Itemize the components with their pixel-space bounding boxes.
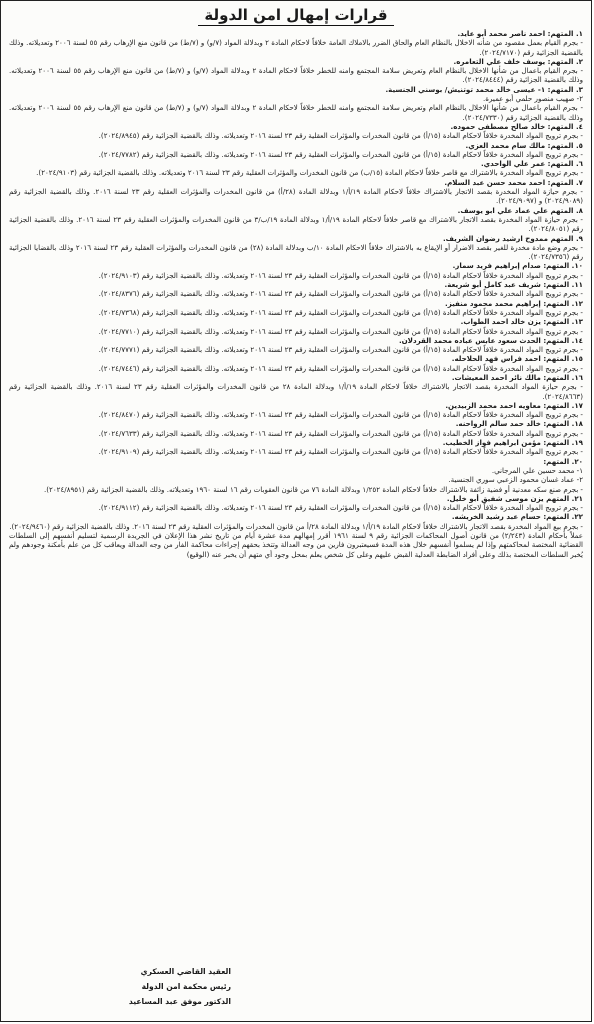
defendant-name: ١٠. المتهم: صدام إبراهيم فريد سمار. [452,261,583,271]
decision-entry [9,122,583,141]
decision-entry [9,401,583,420]
charge-text: - بجرم ترويج المواد المخدرة خلافاً لاحكام المادة (١٥/أ) من قانون المخدرات والمؤثرات العقلية رقم ٢٣ لسنة ٢٠١٦ وتعديلاته. وذلك بالقضية الجزائية رقم (٢٠٢٤/٧٧١٠). [98,326,583,336]
defendant-name: ١٦. المتهم: مالك نائر احمد المعيشات. [451,372,583,382]
defendant-name: ٥. المتهم: مالك سام محمد العزي. [465,140,583,150]
charge-text: - بجرم وضع مادة مخدرة للغير بقصد الاضرار أو الإيقاع به بالاشتراك خلافاً الاحكام المادة ١٠/ب وبدلالة المادة (٢٨) من قانون المخدرات والمؤثرات العقلية رقم ٢٣ لسنة ٢٠١٦ وذلك بالقضايا الجزائية رقم (٢٠٢٤/٧٣٥٦). [9,242,583,262]
charge-text: - بجرم حيازة المواد المخدرة بقصد الاتجار بالاشتراك خلافاً لاحكام المادة ١٩/أ/١ وبدلالة المادة ٢٨ من قانون المخدرات والمؤثرات العقلية رقم ٢٣ لسنة ٢٠١٦. وذلك بالقضية الجزائية رقم (٢٠٢٤/٨٦٦٣). [9,382,583,401]
defendant-name: ١٥. المتهم: احمد فراس فهد الحلاحله. [451,354,583,364]
decision-entry [9,299,583,318]
decision-entry [9,336,583,355]
defendant-name: ٧. المتهم: احمد محمد حسن عبد السلام. [444,177,583,187]
decision-entry [9,57,583,85]
charge-text: - بجرم ترويج المواد المخدرة خلافاً لاحكام المادة (١٥/أ) من قانون المخدرات والمؤثرات العقلية رقم ٢٣ لسنة ٢٠١٦ وتعديلاته. وذلك بالقضية الجزائية رقم (٢٠٢٤/٧٣٦٨). [98,307,583,317]
defendant-name: ٢١. المتهم يزن موسى شفيق أبو خليل. [446,493,583,503]
charge-text: - بجرم ترويج المواد المخدرة خلافاً لاحكام المادة (١٥/أ) من قانون المخدرات والمؤثرات العقلية رقم ٢٣ لسنة ٢٠١٦ وتعديلاته. وذلك بالقضية الجزائية رقم (٢٠٢٤/٨٣٧٦). [98,289,583,299]
defendant-name: ١٨. المتهم: خالد حمد سالم الرواحنه. [455,419,583,429]
defendant-name: ١٢. المتهم: إبراهيم محمد محمود منفيز. [445,298,583,308]
charge-text: ١- محمد حسين علي المرجاني. ٢- عماد غسان محمود الزعبي سوري الجنسية. - بجرم صنع سكه معدنية أو فضية زائفة بالاشتراك خلافاً لاحكام المادة ١/٢٥٢ وبدلالة المادة ٧٦ من قانون العقوبات رقم ١٦ لسنة ١٩٦٠ وتعديلاته. وذلك بالقضية الجزائية رقم (٢٠٢٤/٨٩٥١). [44,465,583,494]
decision-entry [9,317,583,336]
defendant-name: ١٩. المتهم: مؤمن ابراهيم فواز الخطيب. [442,438,583,448]
charge-text: - بجرم ترويج المواد المخدرة خلافاً لاحكام المادة (١٥/أ) من قانون المخدرات والمؤثرات العقلية رقم ٢٣ لسنة ٢٠١٦ وتعديلاته. وذلك بالقضية الجزائية رقم (٢٠٢٤/٩١١٢). [98,503,583,513]
decision-entry [9,280,583,299]
decision-entry [9,354,583,373]
defendant-name: ٩. المتهم ممدوح ارشيد رضوان الشريف. [442,233,583,243]
defendant-name: ٤. المتهم: خالد صالح مصطفى حموده. [450,121,583,131]
decision-entry [9,234,583,262]
document-title: قرارات إمهال امن الدولة [198,6,393,26]
charge-text: - بجرم حيازة المواد المخدرة بقصد الاتجار بالاشتراك خلافاً لاحكام المادة ١٩/أ/١ وبدلالة المادة (٢٨/أ) من قانون المخدرات والمؤثرات العقلية رقم ٢٣ لسنة ٢٠١٦. وذلك بالقضية الجزائية رقم (٢٠٢٤/٩٠٨٩) و (٢٠٢٤/٩٠٩٧). [9,187,583,206]
charge-text: - بجرم ترويج المواد المخدرة خلافاً لاحكام المادة (١٥/أ) من قانون المخدرات والمؤثرات العقلية رقم ٢٣ لسنة ٢٠١٦ وتعديلاته. وذلك بالقضية الجزائية رقم (٢٠٢٤/٨٩٤٥). [98,131,583,141]
charge-text: - بجرم القيام بعمل مقصود من شأنه الاخلال بالنظام العام والحاق الضرر بالاملاك العامة خلافاً لاحكام المادة ٢ وبدلالة المواد (٧/و) و (٧/ط) من قانون منع الإرهاب رقم ٥٥ لسنة ٢٠٠٦ وتعديلاته. وذلك بالقضية الجزائية رقم (٢٠٢٤/٧١٧٠). [9,38,583,57]
charge-text: - بجرم ترويج المواد المخدرة خلافاً لاحكام المادة (١٥/أ) من قانون المخدرات والمؤثرات العقلية رقم ٢٣ لسنة ٢٠١٦ وتعديلاته. وذلك بالقضية الجزائية رقم (٢٠٢٤/٧٧٧١). [98,345,583,355]
defendant-name: ٢٠. المتهم: [543,456,583,466]
decision-entry [9,159,583,178]
defendant-name: ١٧. المتهم: معاويه احمد محمد الزبيدين. [445,400,583,410]
decision-entry [9,512,583,531]
defendant-name: ١٣. المتهم: يزن خالد احمد الطواب. [460,317,583,327]
decision-entry [9,494,583,513]
closing-paragraph: عملاً بأحكام المادة (٢/٢٤٣) من قانون أصول المحاكمات الجزائية رقم ٩ لسنة ١٩٦١ أقرر إمهالهم مدة عشرة أيام من تاريخ نشر هذا الإعلان في الجريدة الرسمية لتسليم أنفسهم إلى السلطات القضائية المختصة لمحاكمتهم وإذا لم يسلموا أنفسهم خلال هذه المدة فسيعتبرون فارين من وجه العدالة وتتخذ بحقهم إجراءات محاكمة الفار من وجه العدالة ويعاقب كل من علم بأمكنة وجودهم ولم يُخبر السلطات المختصة بذلك وعلى أفراد الضابطة العدلية القبض عليهم وعلى كل شخص يعلم بمحل وجود أي متهم أن يخبر عنه (الوقيع) [9,531,583,559]
title-block [1,1,591,29]
decision-entry [9,457,583,494]
defendant-name: ٣. المتهم: ١- عيسى خالد محمد توتنيش/ بوسني الجنسية. [385,84,583,94]
signature-title: رئيس محكمة امن الدولة [141,982,231,991]
decisions-body [9,29,583,559]
signature-rank: العقيد القاضي العسكري [140,967,231,976]
charge-text: ٢- صهيب منصور حلمي أبو عميرة. - بجرم القيام باعمال من شأنها الاخلال بالنظام العام وتعريض سلامة المجتمع وامنه للخطر خلافاً لاحكام المادة ٢ وبدلالة المواد (٧/و) و (٧/ط) من قانون منع الإرهاب رقم ٥٥ لسنة ٢٠٠٦ وتعديلاته. وذلك بالقضية الجزائية رقم (٢٠٢٤/٧٣٣٠). [9,94,584,122]
defendant-name: ١١. المتهم: شريف عبد كامل أبو شريعة. [444,280,583,290]
entries-list [9,29,583,531]
defendant-name: ٦. المتهم: عمر علي الواحدي. [480,159,583,169]
signature-block [11,964,231,1009]
defendant-name: ١٤. المتهم: الحدث سعود عابس عباده محمد القردلان. [398,335,583,345]
charge-text: - بجرم ترويج المواد المخدرة خلافاً لاحكام المادة (١٥/أ) من قانون المخدرات والمؤثرات العقلية رقم ٢٣ لسنة ٢٠١٦ وتعديلاته. وذلك بالقضية الجزائية رقم (٢٠٢٤/٩١٠٣). [98,270,583,280]
charge-text: - بجرم القيام باعمال من شأنها الاخلال بالنظام العام وتعريض سلامة المجتمع وامنه للخطر خلافاً لاحكام المادة ٢ وبدلالة المواد (٧/و) و (٧/ط) من قانون منع الإرهاب رقم ٥٥ لسنة ٢٠٠٦ وتعديلاته. وذلك بالقضية الجزائية رقم (٢٠٢٤/٨٤٤٤). [9,66,584,85]
charge-text: - بجرم ترويج المواد المخدرة خلافاً لاحكام المادة (١٥/أ) من قانون المخدرات والمؤثرات العقلية رقم ٢٣ لسنة ٢٠١٦ وتعديلاته. وذلك بالقضية الجزائية رقم (٢٠٢٤/٩١٠٩). [98,447,583,457]
charge-text: - بجرم ترويج المواد المخدرة بالاشتراك مع قاصر خلافاً لاحكام المادة (١٥/ب) من قانون المخدرات والمؤثرات العقلية رقم ٢٣ لسنة ٢٠١٦ وتعديلاته. وذلك بالقضية الجزائية رقم (٢٠٢٤/٩١٠٣). [36,168,583,178]
charge-text: - بجرم ترويج المواد المخدرة خلافاً لاحكام المادة (١٥/أ) من قانون المخدرات والمؤثرات العقلية رقم ٢٣ لسنة ٢٠١٦ وتعديلاته. وذلك بالقضية الجزائية رقم (٢٠٢٤/٧٧٨٢). [98,149,583,159]
decision-entry [9,261,583,280]
decision-entry [9,373,583,401]
decision-entry [9,206,583,234]
defendant-name: ٢. المتهم: يوسف خلف علي التعامره. [453,56,583,66]
defendant-name: ٢٢. المتهم: حسام عبد رشيد الخريشه. [451,512,583,522]
decision-entry [9,141,583,160]
decision-entry [9,419,583,438]
signature-name: الدكتور موفق عبد المساعيد [128,997,231,1006]
charge-text: - بجرم بيع المواد المخدرة بقصد الاتجار بالاشتراك خلافاً لاحكام المادة ١٩/أ/١ وبدلالة المادة ٢٨/أ من قانون المخدرات والمؤثرات العقلية رقم ٢٣ لسنة ٢٠١٦. وذلك بالقضية الجزائية رقم (٢٠٢٤/٩٤٦٠). [9,521,583,531]
decision-entry [9,438,583,457]
decision-entry [9,178,583,206]
charge-text: - بجرم حيازة المواد المخدرة بقصد الاتجار بالاشتراك مع قاصر خلافاً لاحكام المادة ١٩/أ/١ وبدلالة المادة ١٩/ب/٣ من قانون المخدرات والمؤثرات العقلية رقم ٢٣ لسنة ٢٠١٦. وذلك بالقضية الجزائية رقم (٢٠٢٤/٨٠٥١). [9,214,583,234]
decision-entry [9,29,583,57]
charge-text: - بجرم ترويج المواد المخدرة خلافاً لاحكام المادة (١٥/أ) من قانون المخدرات والمؤثرات العقلية رقم ٢٣ لسنة ٢٠١٦ وتعديلاته. وذلك بالقضية الجزائية رقم (٢٠٢٤/٨٤٧٠). [98,410,583,420]
charge-text: - بجرم ترويج المواد المخدرة خلافاً لاحكام المادة (١٥/أ) من قانون المخدرات والمؤثرات العقلية رقم ٢٣ لسنة ٢٠١٦ وتعديلاته. وذلك بالقضية الجزائية رقم (٢٠٢٤/٧٦٣٣). [98,428,583,438]
decision-entry [9,85,583,122]
defendant-name: ١. المتهم: احمد ناصر محمد أبو عايد. [457,29,583,38]
charge-text: - بجرم ترويج المواد المخدرة خلافاً لاحكام المادة (١٥/أ) من قانون المخدرات والمؤثرات العقلية رقم ٢٣ لسنة ٢٠١٦ وتعديلاته. وذلك بالقضية الجزائية رقم (٢٠٢٤/٧٤٤٦). [98,363,583,373]
defendant-name: ٨. المتهم علي عماد علي ابو يوسف. [457,205,583,215]
